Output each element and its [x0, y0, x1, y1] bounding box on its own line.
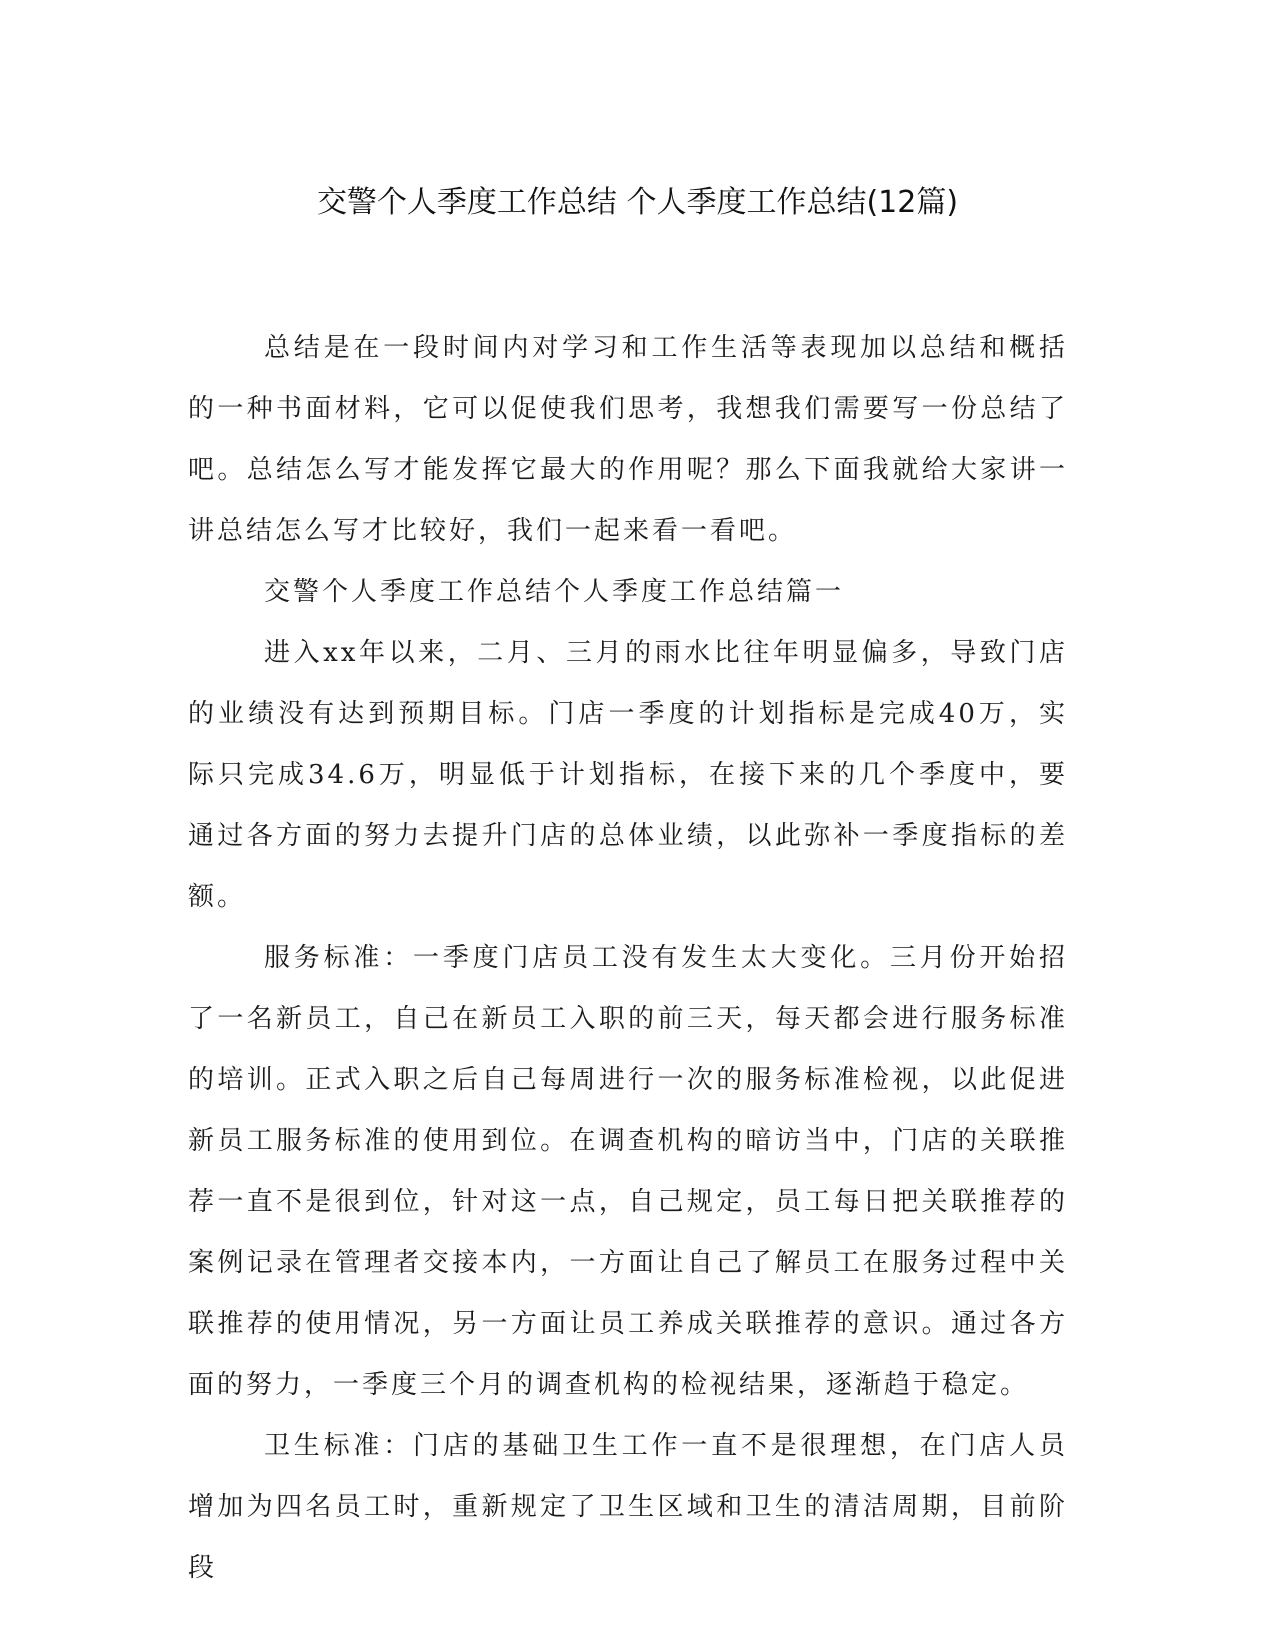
performance-paragraph: 进入xx年以来，二月、三月的雨水比往年明显偏多，导致门店的业绩没有达到预期目标。门店一季度的计划指标是完成40万，实际只完成34.6万，明显低于计划指标，在接下来的几个季度中，要通过各方面的努力去提升门店的总体业绩，以此弥补一季度指标的差额。: [188, 638, 1068, 912]
service-standard-paragraph: 服务标准：一季度门店员工没有发生太大变化。三月份开始招了一名新员工，自己在新员工入职的前三天，每天都会进行服务标准的培训。正式入职之后自己每周进行一次的服务标准检视，以此促进新员工服务标准的使用到位。在调查机构的暗访当中，门店的关联推荐一直不是很到位，针对这一点，自己规定，员工每日把关联推荐的案例记录在管理者交接本内，一方面让自己了解员工在服务过程中关联推荐的使用情况，另一方面让员工养成关联推荐的意识。通过各方面的努力，一季度三个月的调查机构的检视结果，逐渐趋于稳定。: [188, 943, 1068, 1400]
hygiene-standard-paragraph: 卫生标准：门店的基础卫生工作一直不是很理想，在门店人员增加为四名员工时，重新规定了卫生区域和卫生的清洁周期，目前阶段: [188, 1431, 1068, 1583]
intro-paragraph: 总结是在一段时间内对学习和工作生活等表现加以总结和概括的一种书面材料，它可以促使我们思考，我想我们需要写一份总结了吧。总结怎么写才能发挥它最大的作用呢？那么下面我就给大家讲一讲总结怎么写才比较好，我们一起来看一看吧。: [188, 333, 1068, 546]
document-body: [188, 318, 1068, 1599]
document-title: 交警个人季度工作总结 个人季度工作总结(12篇): [316, 185, 959, 220]
section-heading: 交警个人季度工作总结个人季度工作总结篇一: [264, 577, 845, 607]
